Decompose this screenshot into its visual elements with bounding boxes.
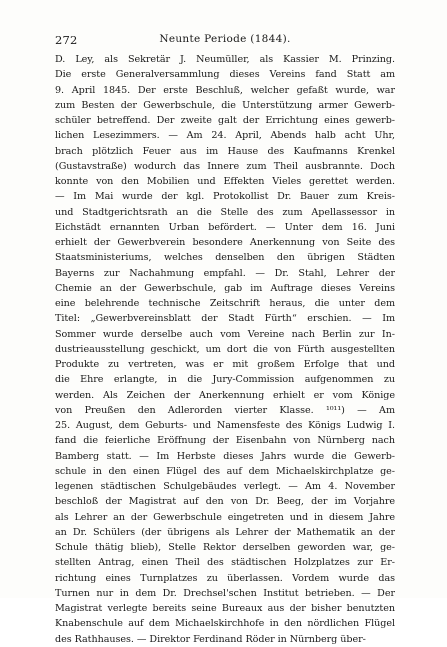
- text-line: legenen städtischen Schulgebäudes verlegt. — Am 4. November: [55, 481, 395, 492]
- text-line: 9. April 1845. Der erste Beschluß, welcher gefaßt wurde, war: [55, 84, 395, 96]
- text-line: werden. Als Zeichen der Anerkennung erhielt er vom Könige: [55, 389, 395, 401]
- text-line: — Im Mai wurde der kgl. Protokollist Dr. Bauer zum Kreis-: [55, 191, 395, 203]
- text-line: stellten Antrag, einen Theil des städtischen Holzplatzes zur Er-: [55, 557, 395, 569]
- text-line: eine belehrende technische Zeitschrift heraus, die unter dem: [55, 298, 395, 309]
- text-line: Turnen nur in dem Dr. Drechsel'schen Institut betrieben. — Der: [55, 587, 395, 599]
- text-line: Titel: „Gewerbvereinsblatt der Stadt Fürth“ erschien. — Im: [55, 313, 395, 325]
- page-header: [55, 33, 395, 47]
- text-line: die Ehre erlangte, in die Jury-Commission aufgenommen zu: [55, 374, 395, 386]
- text-line: an Dr. Schülers (der übrigens als Lehrer der Mathematik an der: [55, 526, 395, 538]
- text-line: Chemie an der Gewerbschule, gab im Auftrage dieses Vereins: [55, 282, 395, 294]
- text-line: D. Ley, als Sekretär J. Neumüller, als Kassier M. Prinzing.: [55, 54, 395, 65]
- text-line: fand die feierliche Eröffnung der Eisenbahn von Nürnberg nach: [55, 435, 395, 447]
- text-line: Knabenschule auf dem Michaelskirchhofe in den nördlichen Flügel: [55, 618, 395, 630]
- text-line: lichen Lesezimmers. — Am 24. April, Abends halb acht Uhr,: [55, 130, 395, 142]
- text-line: Staatsministeriums, welches denselben den übrigen Städten: [55, 252, 395, 264]
- text-line: schule in den einen Flügel des auf dem Michaelskirchplatze ge-: [55, 465, 395, 477]
- text-line: (Gustavstraße) wodurch das Innere zum Theil ausbrannte. Doch: [55, 160, 395, 172]
- text-line: konnte von den Mobilien und Effekten Vieles gerettet werden.: [55, 176, 395, 187]
- text-line: von Preußen den Adlerorden vierter Klasse. ¹⁰¹¹) — Am: [55, 404, 395, 416]
- text-line: schüler betreffend. Der zweite galt der Errichtung eines gewerb-: [55, 115, 395, 126]
- text-line: erhielt der Gewerbverein besondere Anerkennung von Seite des: [55, 237, 395, 248]
- text-line: Die erste Generalversammlung dieses Vereins fand Statt am: [55, 69, 395, 81]
- text-line: Bamberg statt. — Im Herbste dieses Jahrs wurde die Gewerb-: [55, 450, 395, 462]
- text-line: dustrieausstellung geschickt, um dort die von Fürth ausgestellten: [55, 343, 395, 355]
- text-line: Sommer wurde derselbe auch vom Vereine nach Berlin zur In-: [55, 328, 395, 340]
- text-line: beschloß der Magistrat auf den von Dr. Beeg, der im Vorjahre: [55, 496, 395, 508]
- text-line: 25. August, dem Geburts- und Namensfeste des Königs Ludwig I.: [55, 420, 395, 431]
- text-line: Eichstädt ernannten Urban befördert. — Unter dem 16. Juni: [55, 221, 395, 233]
- running-title: Neunte Periode (1844).: [159, 33, 291, 45]
- text-line: und Stadtgerichtsrath an die Stelle des zum Apellassessor in: [55, 206, 395, 218]
- text-line: brach plötzlich Feuer aus im Hause des Kaufmanns Krenkel: [55, 145, 395, 157]
- text-line: zum Besten der Gewerbschule, die Unterstützung armer Gewerb-: [55, 99, 395, 111]
- text-line: Schule thätig blieb), Stelle Rektor derselben geworden war, ge-: [55, 542, 395, 553]
- text-line: des Rathhauses. — Direktor Ferdinand Röder in Nürnberg über-: [55, 633, 366, 645]
- body-text: [55, 52, 395, 647]
- text-line: Produkte zu vertreten, was er mit großem Erfolge that und: [55, 359, 395, 370]
- text-line: Bayerns zur Nachahmung empfahl. — Dr. Stahl, Lehrer der: [55, 267, 395, 279]
- text-line: Magistrat verlegte bereits seine Bureaux aus der bisher benutzten: [55, 603, 395, 614]
- text-line: als Lehrer an der Gewerbschule eingetreten und in diesem Jahre: [55, 511, 395, 523]
- page-number: 272: [55, 33, 78, 47]
- text-line: richtung eines Turnplatzes zu überlassen. Vordem wurde das: [55, 572, 395, 584]
